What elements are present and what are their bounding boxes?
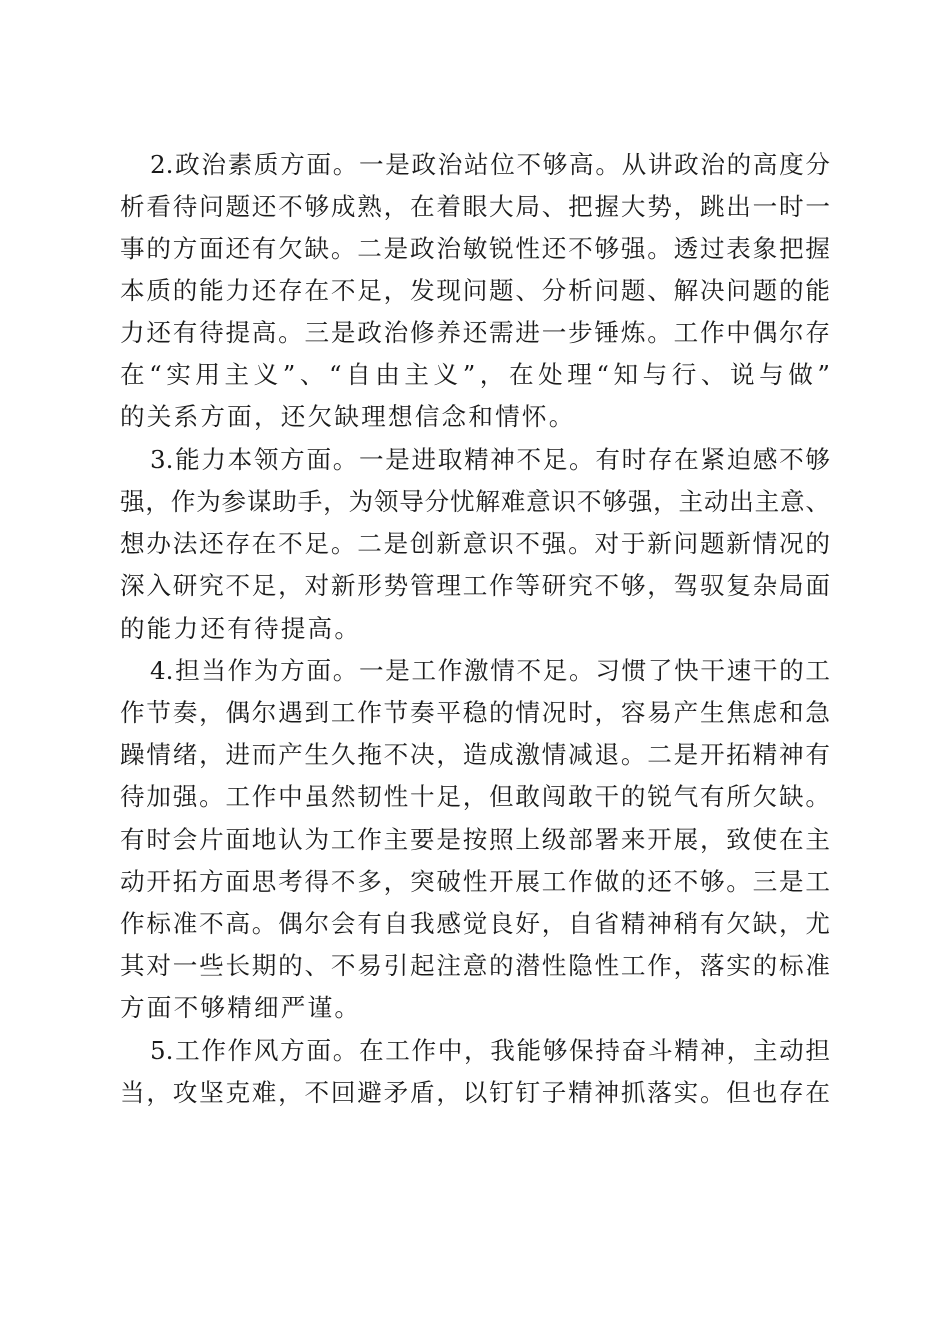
- paragraph-4-line-2: 作节奏，偶尔遇到工作节奏平稳的情况时，容易产生焦虑和急: [120, 698, 830, 727]
- paragraph-4-line-6: 动开拓方面思考得不多，突破性开展工作做的还不够。三是工: [120, 867, 830, 896]
- paragraph-4-line-8: 其对一些长期的、不易引起注意的潜性隐性工作，落实的标准: [120, 951, 830, 980]
- paragraph-2-line-6: 在“实用主义”、“自由主义”，在处理“知与行、说与做”: [120, 360, 830, 389]
- paragraph-4-line-3: 躁情绪，进而产生久拖不决，造成激情减退。二是开拓精神有: [120, 740, 830, 769]
- paragraph-4-line-4: 待加强。工作中虽然韧性十足，但敢闯敢干的锐气有所欠缺。: [120, 782, 830, 811]
- paragraph-2-line-4: 本质的能力还存在不足，发现问题、分析问题、解决问题的能: [120, 276, 830, 305]
- paragraph-3-line-1: 3.能力本领方面。一是进取精神不足。有时存在紧迫感不够: [150, 445, 830, 474]
- paragraph-2-line-7: 的关系方面，还欠缺理想信念和情怀。: [120, 402, 576, 431]
- paragraph-5-line-2: 当，攻坚克难，不回避矛盾，以钉钉子精神抓落实。但也存在: [120, 1078, 830, 1107]
- paragraph-5-line-1: 5.工作作风方面。在工作中，我能够保持奋斗精神，主动担: [150, 1036, 830, 1065]
- paragraph-3-line-2: 强，作为参谋助手，为领导分忧解难意识不够强，主动出主意、: [120, 487, 830, 516]
- paragraph-4-line-5: 有时会片面地认为工作主要是按照上级部署来开展，致使在主: [120, 825, 830, 854]
- paragraph-4-line-1: 4.担当作为方面。一是工作激情不足。习惯了快干速干的工: [150, 656, 830, 685]
- paragraph-4-line-7: 作标准不高。偶尔会有自我感觉良好，自省精神稍有欠缺，尤: [120, 909, 830, 938]
- paragraph-2-line-5: 力还有待提高。三是政治修养还需进一步锤炼。工作中偶尔存: [120, 318, 830, 347]
- paragraph-2-line-1: 2.政治素质方面。一是政治站位不够高。从讲政治的高度分: [150, 150, 830, 179]
- paragraph-3-line-5: 的能力还有待提高。: [120, 614, 362, 643]
- paragraph-2-line-3: 事的方面还有欠缺。二是政治敏锐性还不够强。透过表象把握: [120, 234, 830, 263]
- paragraph-3-line-3: 想办法还存在不足。二是创新意识不强。对于新问题新情况的: [120, 529, 830, 558]
- paragraph-3-line-4: 深入研究不足，对新形势管理工作等研究不够，驾驭复杂局面: [120, 571, 830, 600]
- paragraph-4-line-9: 方面不够精细严谨。: [120, 993, 362, 1022]
- paragraph-2-line-2: 析看待问题还不够成熟，在着眼大局、把握大势，跳出一时一: [120, 192, 830, 221]
